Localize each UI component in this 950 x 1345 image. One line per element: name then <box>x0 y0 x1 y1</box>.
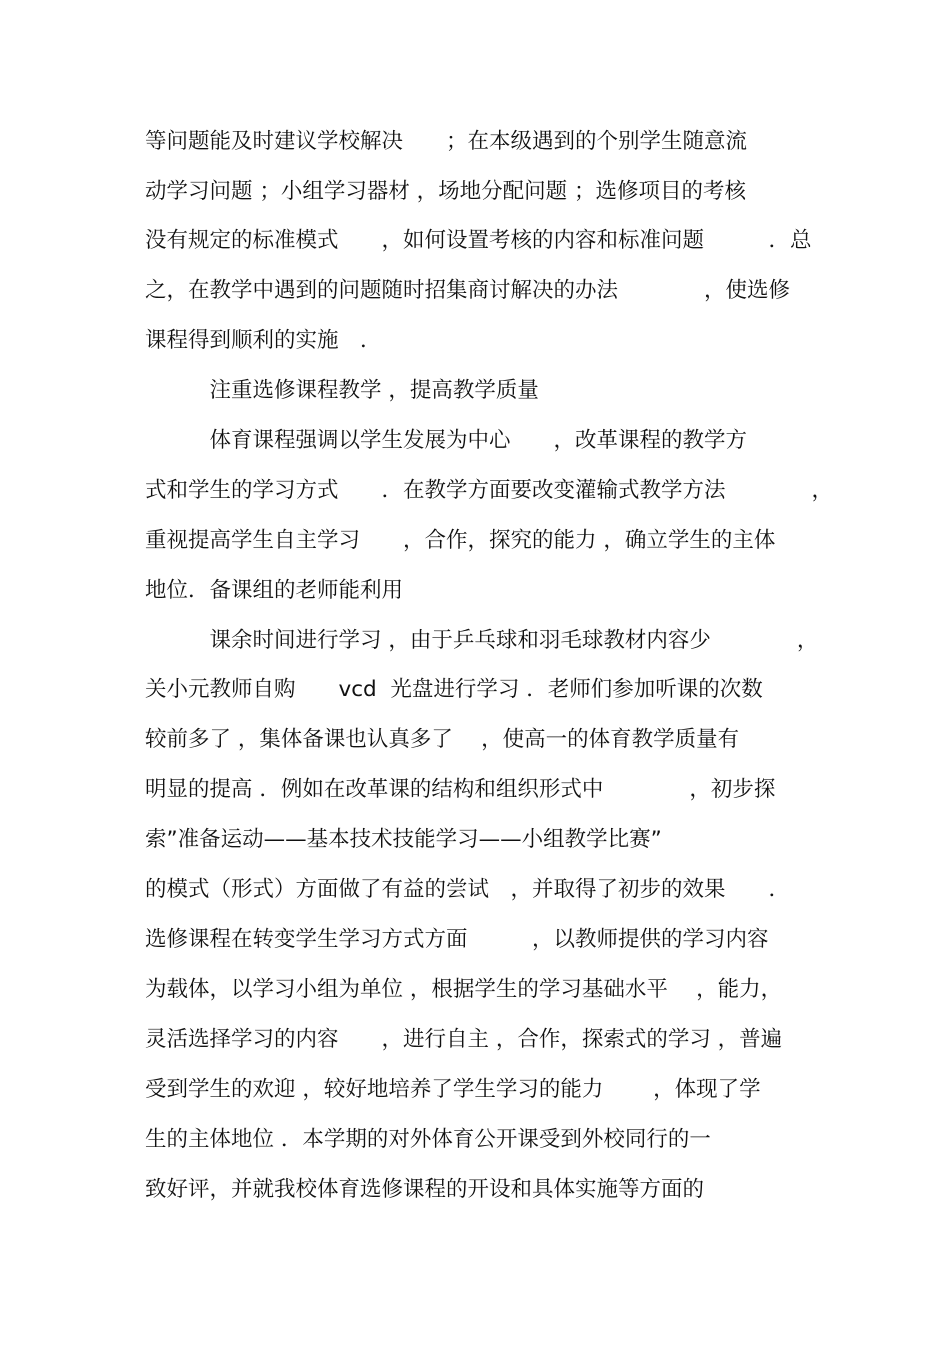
text-line: 选修课程在转变学生学习方式方面 ，以教师提供的学习内容 <box>145 927 769 952</box>
text-line: 明显的提高 ．例如在改革课的结构和组织形式中 ，初步探 <box>145 777 776 802</box>
text-line: 等问题能及时建议学校解决 ；在本级遇到的个别学生随意流 <box>145 129 748 154</box>
text-line: 课余时间进行学习 ，由于乒乓球和羽毛球教材内容少 ， <box>145 628 819 653</box>
text-line: 没有规定的标准模式 ，如何设置考核的内容和标准问题 ．总 <box>145 228 812 253</box>
text-line: 课程得到顺利的实施 ． <box>145 328 382 353</box>
text-line: 生的主体地位 ．本学期的对外体育公开课受到外校同行的一 <box>145 1127 711 1152</box>
text-line: 受到学生的欢迎 ，较好地培养了学生学习的能力 ，体现了学 <box>145 1077 761 1102</box>
text-line: 的模式（形式）方面做了有益的尝试 ，并取得了初步的效果 ． <box>145 877 791 902</box>
text-line: 之，在教学中遇到的问题随时招集商讨解决的办法 ，使选修 <box>145 278 791 303</box>
text-line: 动学习问题 ；小组学习器材 ，场地分配问题 ；选修项目的考核 <box>145 179 747 204</box>
text-line: 为载体，以学习小组为单位 ，根据学生的学习基础水平 ，能力， <box>145 977 783 1002</box>
text-line: 索”准备运动——基本技术技能学习——小组教学比赛” <box>145 827 662 852</box>
text-line: 致好评，并就我校体育选修课程的开设和具体实施等方面的 <box>145 1177 705 1202</box>
text-line: 体育课程强调以学生发展为中心 ，改革课程的教学方 <box>145 428 748 453</box>
section-heading: 注重选修课程教学 ，提高教学质量 <box>145 378 539 403</box>
text-line: 重视提高学生自主学习 ，合作，探究的能力 ，确立学生的主体 <box>145 528 776 553</box>
text-line: 较前多了 ，集体备课也认真多了 ，使高一的体育教学质量有 <box>145 727 740 752</box>
text-line: 灵活选择学习的内容 ，进行自主 ，合作，探索式的学习 ，普遍 <box>145 1027 783 1052</box>
text-line: 地位．备课组的老师能利用 <box>145 578 404 603</box>
text-line: 关小元教师自购 vcd 光盘进行学习 ．老师们参加听课的次数 <box>145 677 763 702</box>
text-line: 式和学生的学习方式 ．在教学方面要改变灌输式教学方法 ， <box>145 478 834 503</box>
